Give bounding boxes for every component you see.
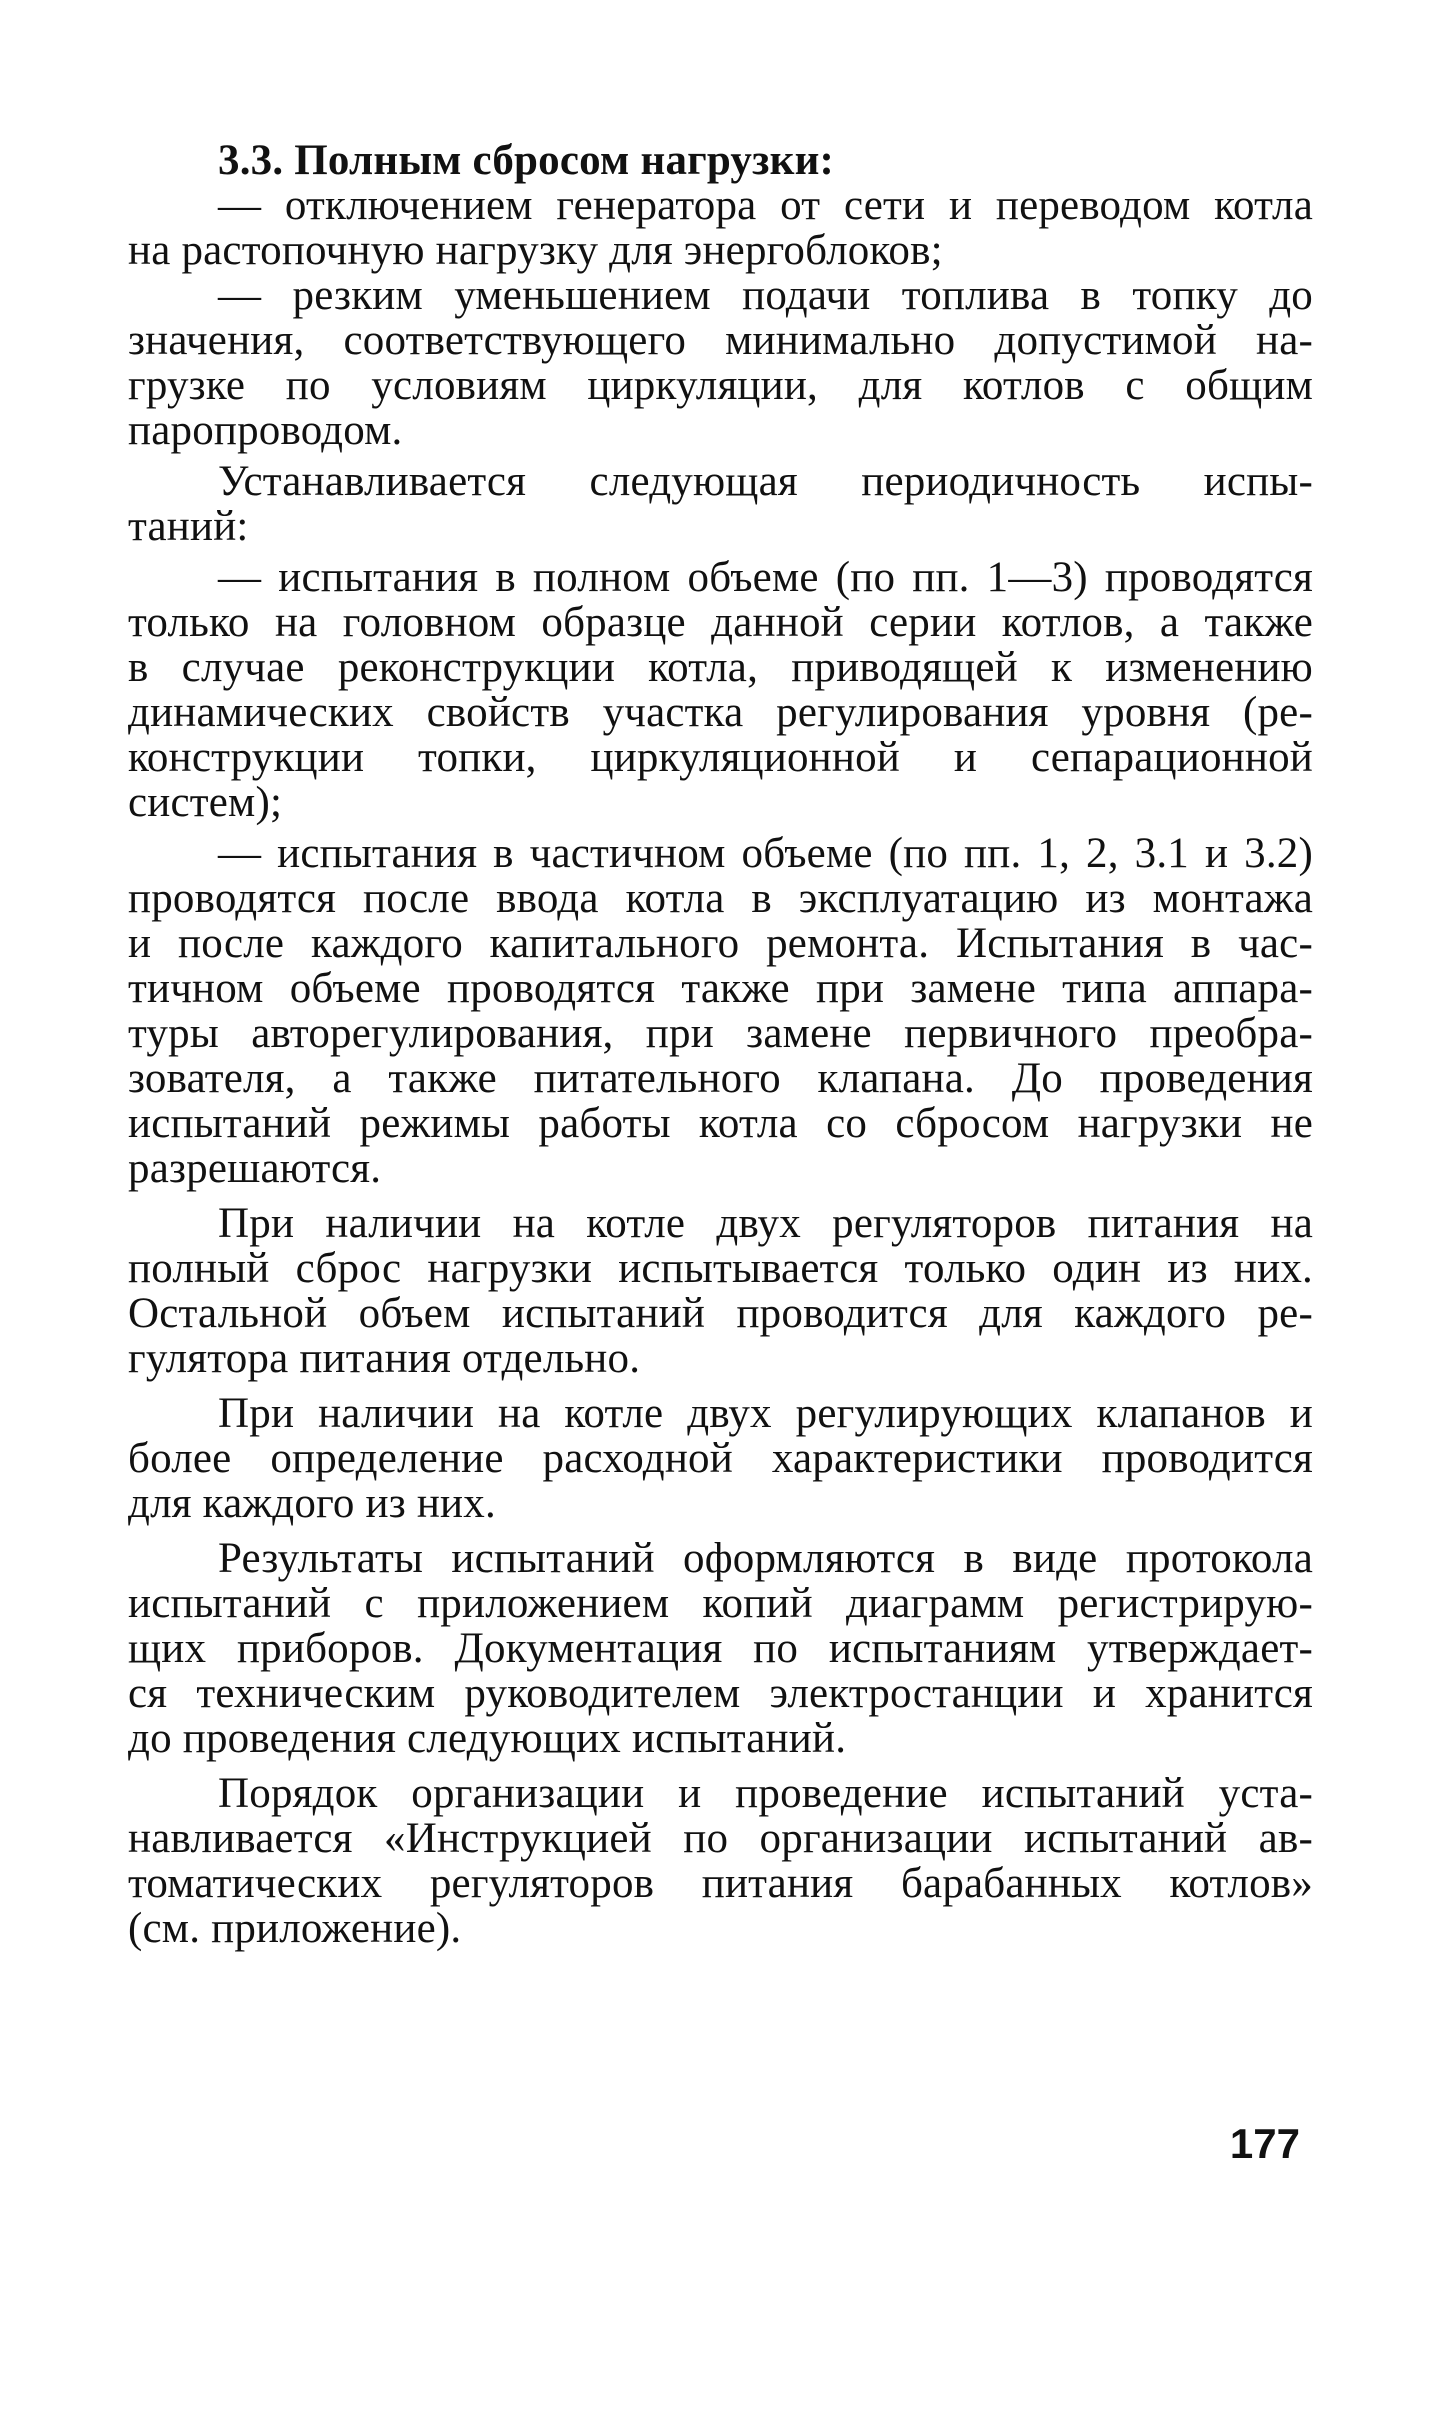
text-line: зователя, а также питательного клапана. До проведения (128, 1055, 1313, 1102)
text-line: — резким уменьшением подачи топлива в топку до (218, 272, 1313, 319)
text-line: только на головном образце данной серии котлов, а также (128, 599, 1313, 646)
text-line: Порядок организации и проведение испытаний уста- (218, 1770, 1313, 1817)
text-line: Устанавливается следующая периодичность испы- (218, 458, 1313, 505)
text-line: систем); (128, 779, 283, 826)
text-line: динамических свойств участка регулирования уровня (ре- (128, 689, 1313, 736)
text-line: и после каждого капитального ремонта. Испытания в час- (128, 920, 1313, 967)
text-line: более определение расходной характеристики проводится (128, 1435, 1313, 1482)
document-page (128, 138, 1313, 2338)
text-line: на растопочную нагрузку для энергоблоков; (128, 227, 943, 274)
text-line: проводятся после ввода котла в эксплуатацию из монтажа (128, 875, 1313, 922)
text-line: испытаний режимы работы котла со сбросом нагрузки не (128, 1100, 1313, 1147)
text-line: навливается «Инструкцией по организации испытаний ав- (128, 1815, 1313, 1862)
text-line: для каждого из них. (128, 1480, 496, 1527)
text-line: Остальной объем испытаний проводится для каждого ре- (128, 1290, 1313, 1337)
text-line: ся техническим руководителем электростанции и хранится (128, 1670, 1313, 1717)
text-line: разрешаются. (128, 1145, 382, 1192)
text-line: — испытания в частичном объеме (по пп. 1, 2, 3.1 и 3.2) (218, 830, 1313, 877)
text-line: тичном объеме проводятся также при замене типа аппара- (128, 965, 1313, 1012)
text-line: конструкции топки, циркуляционной и сепарационной (128, 734, 1313, 781)
text-line: паропроводом. (128, 407, 403, 454)
text-line: полный сброс нагрузки испытывается только один из них. (128, 1245, 1313, 1292)
text-line: При наличии на котле двух регулирующих клапанов и (218, 1390, 1313, 1437)
text-line: гулятора питания отдельно. (128, 1335, 641, 1382)
text-line: значения, соответствующего минимально допустимой на- (128, 317, 1313, 364)
text-line: грузке по условиям циркуляции, для котлов с общим (128, 362, 1313, 409)
text-line: При наличии на котле двух регуляторов питания на (218, 1200, 1313, 1247)
text-line: испытаний с приложением копий диаграмм регистрирую- (128, 1580, 1313, 1627)
text-line: до проведения следующих испытаний. (128, 1715, 847, 1762)
text-line: томатических регуляторов питания барабанных котлов» (128, 1860, 1313, 1907)
text-line: (см. приложение). (128, 1905, 462, 1952)
text-line: туры авторегулирования, при замене первичного преобра- (128, 1010, 1313, 1057)
section-heading: 3.3. Полным сбросом нагрузки: (218, 137, 835, 184)
text-line: щих приборов. Документация по испытаниям утверждает- (128, 1625, 1313, 1672)
text-line: Результаты испытаний оформляются в виде протокола (218, 1535, 1313, 1582)
page-number: 177 (1229, 2120, 1300, 2167)
text-line: — испытания в полном объеме (по пп. 1—3) проводятся (218, 554, 1313, 601)
text-line: в случае реконструкции котла, приводящей к изменению (128, 644, 1313, 691)
text-line: — отключением генератора от сети и переводом котла (218, 182, 1313, 229)
text-line: таний: (128, 503, 249, 550)
